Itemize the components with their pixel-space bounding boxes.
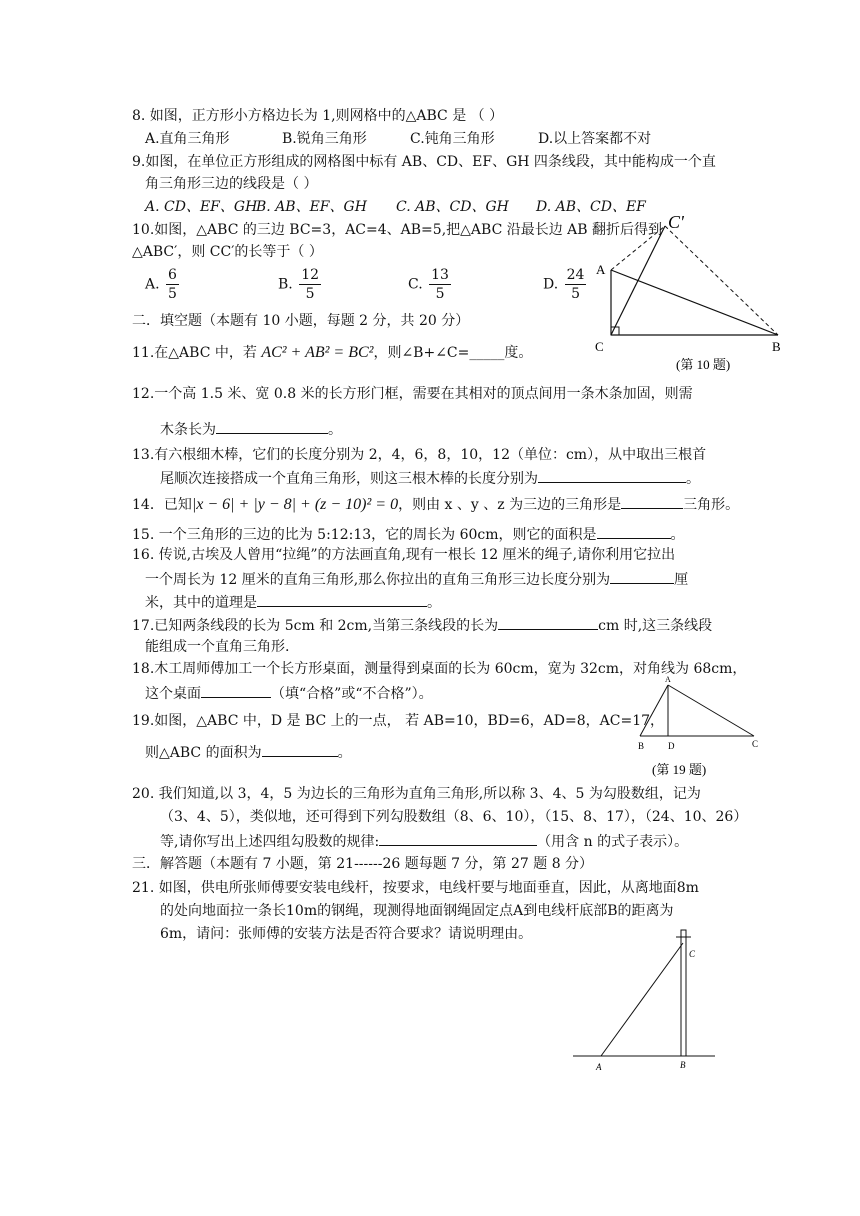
q9-line2: 角三角形三边的线段是（ ）: [145, 176, 318, 192]
q12-line2-suffix: 。: [328, 422, 342, 438]
q14-answer-blank[interactable]: [621, 494, 683, 509]
q10-option-a-letter: A.: [145, 276, 160, 293]
q17-line2: 能组成一个直角三角形.: [145, 639, 290, 655]
q17-answer-blank[interactable]: [498, 615, 598, 630]
q10-line1: 10.如图，△ABC 的三边 BC=3，AC=4、AB=5,把△ABC 沿最长边 AB 翻折后得到: [132, 222, 663, 238]
q15-suffix: 。: [670, 527, 685, 543]
utility-pole: [681, 930, 686, 1056]
label-b: B: [772, 339, 781, 354]
fraction-numerator: 6: [168, 267, 177, 283]
q16-line3-prefix: 米，其中的道理是: [145, 595, 257, 611]
fold-dashed-line-ac-prime: [611, 226, 665, 270]
q14-prefix: 14．已知: [132, 497, 192, 513]
label-c: C: [689, 949, 696, 959]
q9-line1: 9.如图，在单位正方形组成的网格图中标有 AB、CD、EF、GH 四条线段，其中能构成一个直: [132, 154, 716, 170]
q18-line1: 18.木工周师傅加工一个长方形桌面，测量得到桌面的长为 60cm，宽为 32cm，对角线为 68cm，: [132, 661, 747, 677]
fraction-numerator: 13: [431, 267, 449, 283]
q21-line1: 21. 如图，供电所张师傅要安装电线杆，按要求，电线杆要与地面垂直，因此，从离地面8m: [132, 880, 699, 896]
q16-line2-suffix: 厘: [674, 572, 689, 588]
fraction-denominator: 5: [168, 286, 177, 302]
q10-option-b-fraction: [299, 266, 321, 303]
steel-cable: [601, 943, 683, 1056]
fraction-denominator: 5: [305, 286, 315, 302]
q14-middle: ，则由 x 、y 、z 为三边的三角形是: [398, 497, 622, 513]
q8-option-a: A.直角三角形: [145, 131, 230, 147]
section-3-heading: 三．解答题（本题有 7 小题，第 21------26 题每题 7 分，第 27 题 8 分）: [132, 856, 594, 872]
label-c: C: [595, 339, 604, 354]
q13-line2-prefix: 尾顺次连接搭成一个直角三角形，则这三根木棒的长度分别为: [160, 471, 538, 487]
q12-answer-blank[interactable]: [216, 419, 328, 434]
q16-line3-suffix: 。: [427, 595, 441, 611]
q12-line2-prefix: 木条长为: [160, 422, 216, 438]
q11: [132, 344, 532, 362]
fraction-numerator: 24: [566, 267, 585, 283]
q10-option-b: [278, 266, 323, 303]
q10-option-a: [145, 266, 181, 303]
q19-line2-suffix: 。: [337, 745, 352, 761]
q9-option-d: D. AB、CD、EF: [536, 199, 646, 215]
q11-formula: AC² + AB² = BC²: [261, 344, 374, 361]
segment-cc-prime: [611, 226, 665, 335]
label-a: A: [665, 675, 671, 684]
q21-line3: 6m，请问：张师傅的安装方法是否符合要求？请说明理由。: [160, 926, 533, 942]
q15-answer-blank[interactable]: [597, 524, 671, 539]
q21-line2: 的处向地面拉一条长10m的钢绳，现测得地面钢绳固定点A到电线杆底部B的距离为: [160, 903, 674, 919]
q20-line2: （3、4、5），类似地，还可得到下列勾股数组（8、6、10），（15、8、17），（24、10、26）: [160, 809, 748, 825]
q16-line2-prefix: 一个周长为 12 厘米的直角三角形,那么你拉出的直角三角形三边长度分别为: [145, 572, 611, 588]
q14-suffix: 三角形。: [683, 497, 740, 513]
segment-ac: [668, 685, 754, 736]
q20-line3-prefix: 等,请你写出上述四组勾股数的规律:: [160, 834, 380, 850]
q18-answer-blank[interactable]: [201, 683, 271, 698]
q9-option-c: C. AB、CD、GH: [396, 199, 509, 215]
q19-line2-prefix: 则△ABC 的面积为: [145, 745, 262, 761]
q8-stem: 8. 如图，正方形小方格边长为 1,则网格中的△ABC 是 （ ）: [132, 108, 504, 124]
q10-line2: △ABC′，则 CC′的长等于（ ）: [132, 244, 323, 260]
q10-option-d-fraction: [565, 266, 587, 303]
q10-option-c-letter: C.: [408, 276, 423, 293]
q10-option-d-letter: D.: [543, 276, 559, 293]
q14: [132, 494, 739, 514]
figure-caption: (第 10 题): [676, 357, 731, 372]
q11-prefix: 11.在△ABC 中，若: [132, 345, 262, 361]
q10-figure: [588, 208, 798, 378]
q18-line2-prefix: 这个桌面: [145, 686, 201, 702]
label-b: B: [638, 741, 645, 751]
fraction-numerator: 12: [301, 267, 320, 283]
q14-formula: |x − 6| + |y − 8| + (z − 10)² = 0: [191, 496, 399, 513]
q20-line1: 20. 我们知道,以 3，4，5 为边长的三角形为直角三角形,所以称 3、4、5 为勾股数组，记为: [132, 786, 701, 802]
q20-answer-blank[interactable]: [379, 831, 537, 846]
label-a: A: [596, 1062, 602, 1072]
label-a: A: [596, 262, 606, 277]
q12-line1: 12.一个高 1.5 米、宽 0.8 米的长方形门框，需要在其相对的顶点间用一条木条加固，则需: [132, 386, 693, 402]
q15-text: 15. 一个三角形的三边的比为 5:12:13，它的周长为 60cm，则它的面积是: [132, 527, 597, 543]
q19-line2: [145, 742, 352, 762]
q16-answer-blank-reason[interactable]: [257, 592, 427, 607]
label-c: C: [752, 739, 759, 749]
q10-option-c-fraction: [429, 266, 451, 303]
fraction-denominator: 5: [571, 286, 581, 302]
segment-ab: [611, 270, 778, 335]
q16-line3: [145, 592, 441, 612]
q20-line3: [160, 831, 688, 851]
label-b: B: [680, 1060, 686, 1070]
q9-option-a: A. CD、EF、GH: [145, 199, 258, 215]
q10-option-d: [543, 266, 588, 303]
q15: [132, 524, 685, 544]
fraction-denominator: 5: [435, 286, 445, 302]
q16-answer-blank-lengths[interactable]: [610, 569, 674, 584]
q18-line2-suffix: （填“合格”或“不合格”）。: [271, 686, 433, 702]
q13-answer-blank[interactable]: [538, 468, 686, 483]
q17-line1: [132, 615, 712, 635]
q9-option-b: B. AB、EF、GH: [256, 199, 367, 215]
q13-line2-suffix: 。: [686, 471, 700, 487]
q16-line2: [145, 569, 688, 589]
q8-option-c: C.钝角三角形: [410, 131, 495, 147]
q18-line2: [145, 683, 433, 703]
figure-caption: (第 19 题): [652, 762, 707, 777]
q8-option-d: D.以上答案都不对: [538, 131, 652, 147]
q12-line2: [160, 419, 342, 439]
label-c-prime: C': [668, 212, 684, 232]
q19-line1: 19.如图，△ABC 中，D 是 BC 上的一点， 若 AB=10，BD=6，AD=8，AC=17，: [132, 713, 665, 729]
q8-option-b: B.锐角三角形: [282, 131, 367, 147]
q17-line1-suffix: cm 时,这三条线段: [598, 618, 713, 634]
segment-ab: [640, 685, 668, 736]
label-d: D: [668, 741, 675, 751]
q21-figure: [568, 922, 718, 1076]
q10-option-c: [408, 266, 453, 303]
fold-dashed-line-bc-prime: [665, 226, 778, 335]
section-2-heading: 二．填空题（本题有 10 小题，每题 2 分，共 20 分）: [132, 313, 470, 329]
q19-figure: [630, 673, 770, 781]
q10-option-b-letter: B.: [278, 276, 293, 293]
q11-suffix: ，则∠B+∠C=_____度。: [373, 345, 533, 361]
q19-answer-blank[interactable]: [262, 742, 338, 757]
q16-line1: 16. 传说,古埃及人曾用“拉绳”的方法画直角,现有一根长 12 厘米的绳子,请你利用它拉出: [132, 547, 676, 563]
q13-line2: [160, 468, 700, 488]
q20-line3-suffix: （用含 n 的式子表示）。: [537, 834, 689, 850]
q17-line1-prefix: 17.已知两条线段的长为 5cm 和 2cm,当第三条线段的长为: [132, 618, 499, 634]
q10-option-a-fraction: [166, 266, 179, 303]
q13-line1: 13.有六根细木棒，它们的长度分别为 2，4，6，8，10，12（单位：cm），从中取出三根首: [132, 447, 707, 463]
